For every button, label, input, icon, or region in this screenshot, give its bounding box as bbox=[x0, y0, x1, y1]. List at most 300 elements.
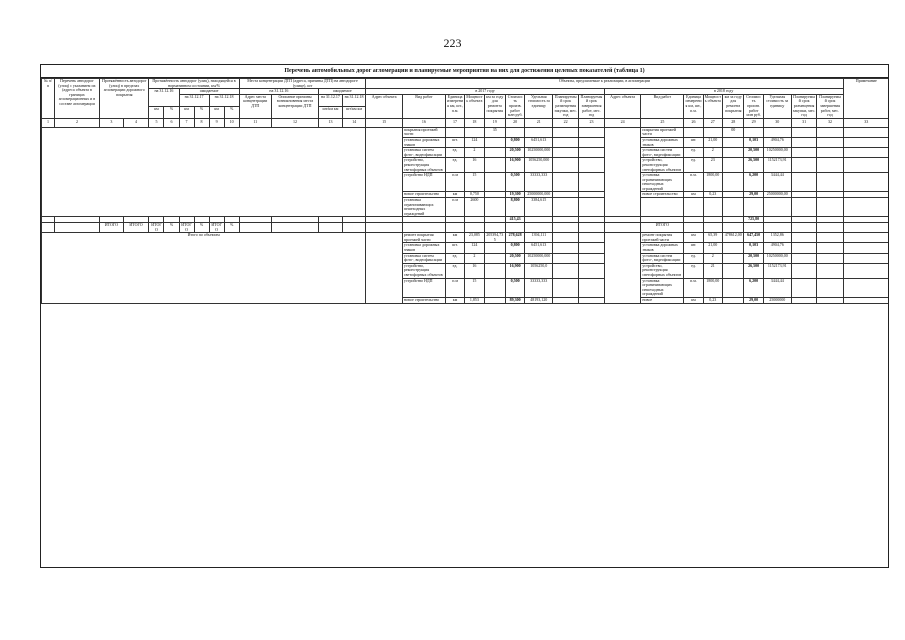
colnum: 21 bbox=[525, 118, 553, 127]
cost-2018: 20,500 bbox=[744, 148, 763, 158]
capacity-2018 bbox=[703, 198, 722, 217]
colnum: 20 bbox=[506, 118, 525, 127]
unit-cost-2018: 4904,76 bbox=[763, 243, 791, 253]
cost-2017: 16,900 bbox=[506, 158, 525, 173]
itogo-cell: % bbox=[164, 223, 179, 233]
cost-2018 bbox=[744, 198, 763, 217]
note-cell bbox=[843, 278, 889, 297]
plan-finish-2018 bbox=[817, 243, 843, 253]
capacity-2018: 65,39 bbox=[703, 233, 722, 243]
capacity-2017: 2 bbox=[465, 148, 484, 158]
unit-cost-2018 bbox=[763, 198, 791, 217]
itogo-cell: ИТОГО bbox=[209, 223, 224, 233]
plan-start-2018 bbox=[791, 278, 817, 297]
capacity-2017: 124 bbox=[465, 243, 484, 253]
hdr-num: № п/п bbox=[42, 79, 55, 119]
plan-finish-2018 bbox=[817, 127, 843, 137]
capacity-2017: 15 bbox=[465, 173, 484, 192]
unit-cost-2017: 1394,111 bbox=[525, 233, 553, 243]
length-repair-2017: 205394,735 bbox=[484, 233, 505, 243]
unit-cost-2018: 3444,44 bbox=[763, 278, 791, 297]
roads-table-frame bbox=[40, 64, 889, 568]
subtotal-cost-2018: 725,80 bbox=[744, 217, 763, 223]
unit-2018: п.м. bbox=[684, 173, 703, 192]
hdr-unit-shtkm: шт/км км bbox=[342, 106, 366, 118]
table-cell bbox=[684, 223, 703, 233]
work-type-2018: установка систем фото-, видеофиксации bbox=[641, 253, 684, 263]
note-cell bbox=[843, 263, 889, 278]
object-address-17 bbox=[366, 127, 403, 217]
note-cell bbox=[843, 243, 889, 253]
plan-start-2018 bbox=[791, 137, 817, 147]
capacity-2017: 16 bbox=[465, 158, 484, 173]
cost-2017: 0,800 bbox=[506, 137, 525, 147]
work-type-2018: установка дорожных знаков bbox=[641, 243, 684, 253]
hdr-road-list: Перечень автодорог (улиц) с указанием их (адреса объекта в границах агломерационных и в составе агломерации bbox=[54, 79, 99, 119]
capacity-2017 bbox=[465, 127, 484, 137]
plan-finish-2018 bbox=[817, 148, 843, 158]
itogo-cell: % bbox=[194, 223, 209, 233]
work-type-2017: устройство НДП bbox=[402, 173, 445, 192]
table-cell bbox=[271, 223, 318, 233]
unit-cost-2018: 25000000 bbox=[763, 297, 791, 303]
hdr-unit-17: Единица измерения км, шт., п.м. bbox=[445, 94, 464, 118]
hdr-year-2017: в 2017 году bbox=[366, 89, 604, 95]
colnum: 29 bbox=[744, 118, 763, 127]
plan-finish-2017 bbox=[579, 253, 605, 263]
cost-2017: 19,300 bbox=[506, 192, 525, 198]
work-type-2017: установка систем фото-, видеофиксации bbox=[402, 148, 445, 158]
colnum: 6 bbox=[164, 118, 179, 127]
unit-cost-2017: 1056250,000 bbox=[525, 158, 553, 173]
hdr-plan-finish-18: Планируемый срок завершения работ, мес. год bbox=[817, 94, 843, 118]
capacity-2017: 15 bbox=[465, 278, 484, 297]
plan-start-2018 bbox=[791, 297, 817, 303]
colnum: 18 bbox=[465, 118, 484, 127]
capacity-2018: 0,23 bbox=[703, 192, 722, 198]
unit-2017: ед. bbox=[445, 148, 464, 158]
colnum: 13 bbox=[319, 118, 343, 127]
plan-finish-2018 bbox=[817, 137, 843, 147]
work-type-2018 bbox=[641, 198, 684, 217]
table-cell bbox=[763, 223, 791, 233]
capacity-2018: 21 bbox=[703, 263, 722, 278]
unit-cost-2018: 1152173,91 bbox=[763, 263, 791, 278]
hdr-dtp-2016: на 31.12.16 bbox=[239, 89, 318, 95]
colnum: 17 bbox=[445, 118, 464, 127]
cost-2018: 29,00 bbox=[744, 192, 763, 198]
hdr-dtp-places: Места концентрации ДТП (адреса, причины ДТП) на автодороге (улице), шт bbox=[239, 79, 366, 89]
plan-finish-2018 bbox=[817, 253, 843, 263]
colnum: 24 bbox=[604, 118, 641, 127]
unit-cost-2017: 3384,615 bbox=[525, 198, 553, 217]
plan-start-2018 bbox=[791, 198, 817, 217]
unit-2018: км bbox=[684, 192, 703, 198]
unit-cost-2018: 3444,44 bbox=[763, 173, 791, 192]
cost-2018: 26,500 bbox=[744, 263, 763, 278]
colnum: 8 bbox=[194, 118, 209, 127]
hdr-unit-pct: % bbox=[164, 106, 179, 118]
hdr-plan-start-18: Планируемый срок размещения закупки, мес. год bbox=[792, 94, 816, 118]
note-cell bbox=[843, 173, 889, 192]
plan-start-2017 bbox=[553, 198, 579, 217]
note-cell bbox=[843, 127, 889, 137]
work-type-2017: новое строительство bbox=[402, 192, 445, 198]
cost-2018: 6,200 bbox=[744, 173, 763, 192]
table-cell bbox=[525, 223, 553, 233]
length-repair-2018 bbox=[722, 278, 743, 297]
unit-cost-2018: 10250000,00 bbox=[763, 148, 791, 158]
unit-cost-2017: 25000000,000 bbox=[525, 192, 553, 198]
hdr-unit-km: км bbox=[149, 106, 164, 118]
hdr-object-addr-17: Адрес объекта bbox=[366, 94, 403, 118]
cost-2017: 278,628 bbox=[506, 233, 525, 243]
capacity-2017: 2600 bbox=[465, 198, 484, 217]
unit-cost-2017: 33333,333 bbox=[525, 278, 553, 297]
length-repair-2018 bbox=[722, 158, 743, 173]
cost-2018: 6,200 bbox=[744, 278, 763, 297]
itogo-cell: ИТОГО bbox=[179, 223, 194, 233]
note-cell bbox=[843, 253, 889, 263]
unit-2017: ед. bbox=[445, 253, 464, 263]
table-cell bbox=[722, 223, 743, 233]
hdr-year-2018: в 2018 году bbox=[604, 89, 843, 95]
unit-cost-2018: 25000000,00 bbox=[763, 192, 791, 198]
colnum: 22 bbox=[553, 118, 579, 127]
colnum: 32 bbox=[817, 118, 843, 127]
table-cell bbox=[791, 223, 817, 233]
colnum: 27 bbox=[703, 118, 722, 127]
colnum: 10 bbox=[224, 118, 239, 127]
table-cell bbox=[42, 223, 55, 233]
capacity-2017: 16 bbox=[465, 263, 484, 278]
unit-cost-2018 bbox=[763, 127, 791, 137]
length-repair-2017 bbox=[484, 253, 505, 263]
unit-2018: шт. bbox=[684, 243, 703, 253]
unit-2018: шт. bbox=[684, 137, 703, 147]
unit-2018: ед. bbox=[684, 148, 703, 158]
work-type-2018: ремонт покрытия проезжей части bbox=[641, 233, 684, 243]
plan-finish-2017 bbox=[579, 297, 605, 303]
unit-2018: ед. bbox=[684, 263, 703, 278]
length-repair-2018: 478612,00 bbox=[722, 233, 743, 243]
unit-cost-2017 bbox=[525, 127, 553, 137]
capacity-2018: 21,00 bbox=[703, 243, 722, 253]
plan-finish-2018 bbox=[817, 278, 843, 297]
capacity-2017: 23,085 bbox=[465, 233, 484, 243]
table-cell bbox=[506, 223, 525, 233]
work-type-2017: ремонт покрытия проезжей части bbox=[402, 233, 445, 243]
itogo-cell: ИТОГО bbox=[100, 223, 124, 233]
hdr-planned: ожидаемое bbox=[179, 89, 239, 95]
capacity-2017: 2 bbox=[465, 253, 484, 263]
length-repair-2017 bbox=[484, 243, 505, 253]
work-type-2017: установка ограничивающих пешеходных ограждений bbox=[402, 198, 445, 217]
colnum: 31 bbox=[791, 118, 817, 127]
plan-finish-2018 bbox=[817, 158, 843, 173]
unit-cost-2017: 6451,613 bbox=[525, 137, 553, 147]
hdr-note: Примечание bbox=[843, 79, 889, 119]
table-cell bbox=[843, 223, 889, 233]
plan-finish-2017 bbox=[579, 243, 605, 253]
unit-2017: шт. bbox=[445, 243, 464, 253]
unit-2018: ед. bbox=[684, 158, 703, 173]
plan-start-2017 bbox=[553, 278, 579, 297]
work-type-2018: установка ограничивающих пешеходных ограждений bbox=[641, 278, 684, 297]
note-cell bbox=[843, 137, 889, 147]
plan-start-2017 bbox=[553, 127, 579, 137]
capacity-2018: 2 bbox=[703, 148, 722, 158]
length-repair-2018 bbox=[722, 198, 743, 217]
colnum: 5 bbox=[149, 118, 164, 127]
plan-finish-2017 bbox=[579, 148, 605, 158]
work-type-2018: установка ограничивающих пешеходных ограждений bbox=[641, 173, 684, 192]
plan-finish-2018 bbox=[817, 297, 843, 303]
length-repair-2017 bbox=[484, 263, 505, 278]
hdr-length-repair-18: км за году для ремонта покрытия bbox=[722, 94, 743, 118]
hdr-unit-18: Единица измерения км, шт., п.м. bbox=[684, 94, 703, 118]
cost-2018: 29,00 bbox=[744, 297, 763, 303]
work-type-2017: установка дорожных знаков bbox=[402, 137, 445, 147]
hdr-dtp-date-2018: на 31.12.18 bbox=[342, 94, 366, 106]
plan-finish-2017 bbox=[579, 233, 605, 243]
plan-start-2018 bbox=[791, 148, 817, 158]
table-cell bbox=[402, 223, 445, 233]
hdr-cost-17: Стоимость произв. работ млн руб. bbox=[506, 94, 525, 118]
length-repair-2017: 35 bbox=[484, 127, 505, 137]
unit-2017 bbox=[445, 127, 464, 137]
cost-2018 bbox=[744, 127, 763, 137]
table-cell bbox=[445, 223, 464, 233]
table-cell bbox=[319, 223, 343, 233]
table-cell bbox=[465, 223, 484, 233]
hdr-unit-shtkm: шт/км км bbox=[319, 106, 343, 118]
work-type-2018: новое строительство bbox=[641, 192, 684, 198]
length-repair-2017 bbox=[484, 278, 505, 297]
table-cell bbox=[744, 223, 763, 233]
block-2-rows bbox=[42, 233, 890, 303]
table-cell bbox=[817, 223, 843, 233]
block-1-total bbox=[42, 217, 890, 233]
itogo-cell: % bbox=[224, 223, 239, 233]
capacity-2018: 23 bbox=[703, 158, 722, 173]
hdr-length-normative: Протяжённость автодорог (улиц), находящейся в нормативном состоянии, км/% bbox=[149, 79, 239, 89]
work-type-2018: устройство, реконструкция светофорных объектов bbox=[641, 158, 684, 173]
capacity-2018: 0,23 bbox=[703, 297, 722, 303]
colnum: 11 bbox=[239, 118, 271, 127]
plan-finish-2017 bbox=[579, 278, 605, 297]
plan-finish-2017 bbox=[579, 127, 605, 137]
length-repair-2018 bbox=[722, 137, 743, 147]
capacity-2018: 2 bbox=[703, 253, 722, 263]
colnum: 12 bbox=[271, 118, 318, 127]
length-repair-2018 bbox=[722, 173, 743, 192]
table-cell bbox=[579, 223, 605, 233]
hdr-objects: Объекты, предлагаемые к реализации, в агломерации bbox=[366, 79, 843, 89]
length-repair-2017 bbox=[484, 173, 505, 192]
length-repair-2018 bbox=[722, 253, 743, 263]
colnum: 28 bbox=[722, 118, 743, 127]
cost-2017: 0,500 bbox=[506, 173, 525, 192]
capacity-2018: 1800,00 bbox=[703, 173, 722, 192]
cost-2018: 0,103 bbox=[744, 137, 763, 147]
hdr-unit-km: км bbox=[209, 106, 224, 118]
plan-start-2017 bbox=[553, 158, 579, 173]
length-repair-2018 bbox=[722, 263, 743, 278]
unit-2017: км bbox=[445, 192, 464, 198]
capacity-2017: 0,750 bbox=[465, 192, 484, 198]
unit-2018 bbox=[684, 127, 703, 137]
unit-cost-2017: 6451,613 bbox=[525, 243, 553, 253]
row-left-merged bbox=[42, 127, 366, 217]
hdr-date-2016: на 31.12.16 bbox=[149, 89, 179, 107]
cost-2018: 26,500 bbox=[744, 158, 763, 173]
table-row bbox=[42, 233, 890, 243]
cost-2017: 20,500 bbox=[506, 253, 525, 263]
colnum: 15 bbox=[366, 118, 403, 127]
subtotal-cost-2017: 415,43 bbox=[506, 217, 525, 223]
page-number: 223 bbox=[443, 36, 462, 50]
block-1-rows bbox=[42, 127, 890, 217]
length-repair-2017 bbox=[484, 148, 505, 158]
object-address-17 bbox=[366, 233, 403, 303]
plan-finish-2017 bbox=[579, 137, 605, 147]
capacity-2018: 21,00 bbox=[703, 137, 722, 147]
colnum: 23 bbox=[579, 118, 605, 127]
hdr-dtp-planned: ожидаемое bbox=[319, 89, 366, 95]
plan-start-2018 bbox=[791, 127, 817, 137]
hdr-capacity-18: Мощность объекта bbox=[703, 94, 722, 118]
row-left-merged: Итого по объектам bbox=[42, 233, 366, 303]
plan-start-2017 bbox=[553, 297, 579, 303]
table-cell bbox=[54, 223, 99, 233]
plan-start-2018 bbox=[791, 253, 817, 263]
colnum: 30 bbox=[763, 118, 791, 127]
capacity-2017: 1,853 bbox=[465, 297, 484, 303]
unit-cost-2018: 4904,76 bbox=[763, 137, 791, 147]
hdr-plan-finish-17: Планируемый срок завершения работ, мес. год bbox=[580, 94, 603, 118]
table-cell bbox=[366, 223, 403, 233]
column-number-row bbox=[42, 118, 890, 127]
colnum: 19 bbox=[484, 118, 505, 127]
note-cell bbox=[843, 297, 889, 303]
plan-finish-2017 bbox=[579, 173, 605, 192]
hdr-unit-km: км bbox=[179, 106, 194, 118]
length-repair-2018: 00 bbox=[722, 127, 743, 137]
unit-cost-2017: 1056250,0 bbox=[525, 263, 553, 278]
hdr-date-2017: на 31.12.17 bbox=[179, 94, 209, 106]
hdr-unit-cost-17: Удельная стоимость за единицу bbox=[525, 94, 553, 118]
unit-2017: шт. bbox=[445, 137, 464, 147]
unit-2018: км bbox=[684, 233, 703, 243]
work-type-2017: устройство, реконструкция светофорных объектов bbox=[402, 158, 445, 173]
unit-2017: п.м bbox=[445, 198, 464, 217]
plan-start-2018 bbox=[791, 233, 817, 243]
plan-start-2017 bbox=[553, 263, 579, 278]
colnum: 9 bbox=[209, 118, 224, 127]
colnum: 3 bbox=[100, 118, 124, 127]
plan-start-2018 bbox=[791, 173, 817, 192]
plan-start-2017 bbox=[553, 137, 579, 147]
note-cell bbox=[843, 198, 889, 217]
work-type-2017: установка систем фото-, видеофиксации bbox=[402, 253, 445, 263]
colnum: 33 bbox=[843, 118, 889, 127]
cost-2017: 20,500 bbox=[506, 148, 525, 158]
colnum: 4 bbox=[123, 118, 149, 127]
hdr-date-2018: на 31.12.18 bbox=[209, 94, 239, 106]
work-type-2018: устройство, реконструкция светофорных объектов bbox=[641, 263, 684, 278]
plan-start-2018 bbox=[791, 158, 817, 173]
hdr-dtp-address: Адрес места концентрации ДТП bbox=[239, 94, 271, 118]
hdr-unit-pct: % bbox=[194, 106, 209, 118]
object-address-18 bbox=[604, 127, 641, 217]
cost-2017: 0,800 bbox=[506, 243, 525, 253]
cost-2017: 0,500 bbox=[506, 278, 525, 297]
hdr-dtp-reason: Описание причины возникновения места концентрации ДТП bbox=[271, 94, 318, 118]
unit-2017: ед. bbox=[445, 158, 464, 173]
length-repair-2017 bbox=[484, 158, 505, 173]
unit-cost-2018: 1352,86 bbox=[763, 233, 791, 243]
table-cell bbox=[553, 223, 579, 233]
table-cell bbox=[484, 223, 505, 233]
hdr-object-addr-18: Адрес объекта bbox=[604, 94, 641, 118]
table-cell bbox=[342, 223, 366, 233]
hdr-work-type-17: Вид работ bbox=[402, 94, 445, 118]
plan-start-2017 bbox=[553, 233, 579, 243]
length-repair-2018 bbox=[722, 297, 743, 303]
work-type-2017: устройство НДП bbox=[402, 278, 445, 297]
plan-finish-2018 bbox=[817, 233, 843, 243]
note-cell bbox=[843, 148, 889, 158]
unit-2018: п.м. bbox=[684, 278, 703, 297]
colnum: 1 bbox=[42, 118, 55, 127]
unit-cost-2017: 48193,120 bbox=[525, 297, 553, 303]
cost-2017 bbox=[506, 127, 525, 137]
note-cell bbox=[843, 158, 889, 173]
table-row bbox=[42, 127, 890, 137]
unit-2018: ед. bbox=[684, 253, 703, 263]
table-cell bbox=[239, 223, 271, 233]
plan-start-2017 bbox=[553, 253, 579, 263]
colnum: 26 bbox=[684, 118, 703, 127]
work-type-2018: покрытия проезжей части bbox=[641, 127, 684, 137]
unit-cost-2017: 33333,333 bbox=[525, 173, 553, 192]
plan-finish-2018 bbox=[817, 173, 843, 192]
hdr-cost-18: Стоимость произв. работ млн руб. bbox=[744, 94, 763, 118]
note-cell bbox=[843, 233, 889, 243]
work-type-2017: устройство, реконструкция светофорных объектов bbox=[402, 263, 445, 278]
length-repair-2017 bbox=[484, 198, 505, 217]
plan-finish-2018 bbox=[817, 198, 843, 217]
itogo-cell: ИТОГО bbox=[123, 223, 149, 233]
unit-cost-2018: 1152173,91 bbox=[763, 158, 791, 173]
object-address-18 bbox=[604, 233, 641, 303]
unit-2017: км bbox=[445, 297, 464, 303]
plan-start-2018 bbox=[791, 263, 817, 278]
work-type-2018: новое bbox=[641, 297, 684, 303]
cost-2018: 20,500 bbox=[744, 253, 763, 263]
hdr-work-type-18: Вид работ bbox=[641, 94, 684, 118]
unit-2017: п.м bbox=[445, 278, 464, 297]
colnum: 2 bbox=[54, 118, 99, 127]
itogo-row bbox=[42, 223, 890, 233]
hdr-dtp-date-2017: на 31.12.17 bbox=[319, 94, 343, 106]
plan-finish-2018 bbox=[817, 263, 843, 278]
colnum: 25 bbox=[641, 118, 684, 127]
unit-2017: ед. bbox=[445, 263, 464, 278]
unit-2018: км bbox=[684, 297, 703, 303]
length-repair-2017 bbox=[484, 297, 505, 303]
